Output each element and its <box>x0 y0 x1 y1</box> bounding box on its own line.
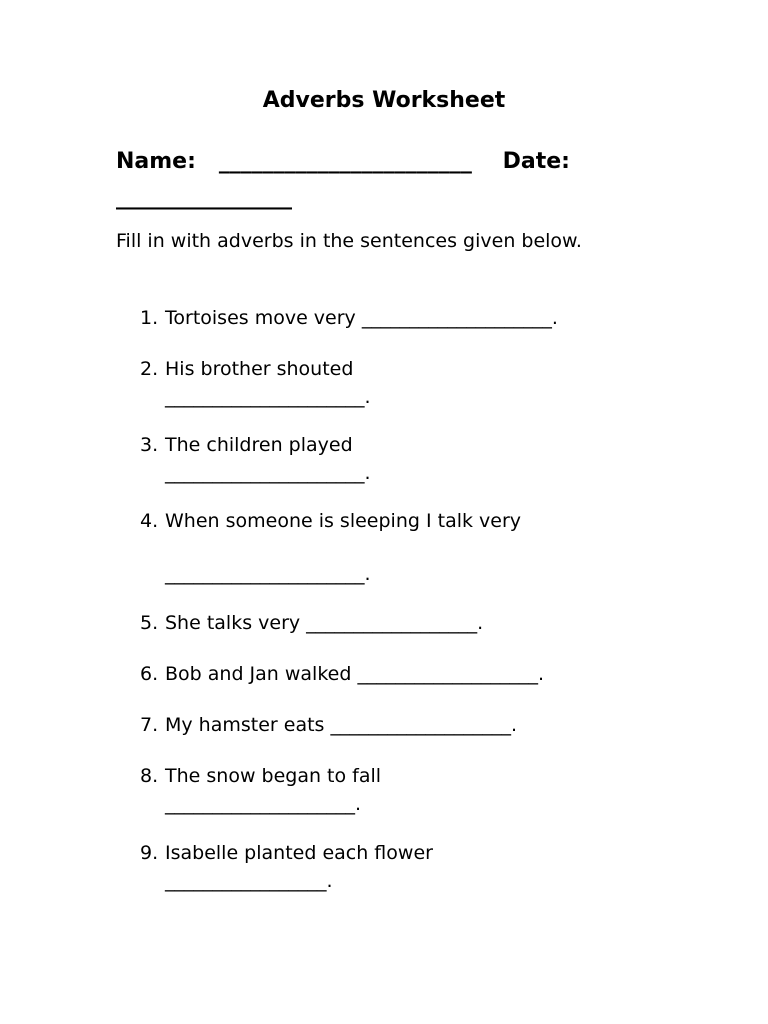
name-label: Name: <box>116 149 196 174</box>
answer-blank: _____________________. <box>165 563 371 585</box>
question-text <box>165 507 645 588</box>
question-line: Tortoises move very ____________________. <box>165 307 558 329</box>
question-number: 9. <box>140 842 159 864</box>
question-line: When someone is sleeping I talk very <box>165 510 522 532</box>
question-text <box>165 304 645 332</box>
question-line: The children played <box>165 434 353 456</box>
question-line: His brother shouted <box>165 358 354 380</box>
answer-blank: ____________________. <box>165 793 362 815</box>
answer-blank: _____________________. <box>165 386 371 408</box>
question-text <box>165 609 645 637</box>
question-number: 7. <box>140 714 159 736</box>
question-line: Bob and Jan walked ___________________. <box>165 663 544 685</box>
question-number: 6. <box>140 663 159 685</box>
question-text <box>165 711 645 739</box>
instructions-text: Fill in with adverbs in the sentences given below. <box>116 230 582 252</box>
question-text <box>165 762 645 818</box>
question-line: The snow began to fall <box>165 765 382 787</box>
worksheet-title: Adverbs Worksheet <box>262 88 506 113</box>
question-number: 4. <box>140 510 159 532</box>
answer-blank: _____________________. <box>165 462 371 484</box>
question-line: Isabelle planted each flower <box>165 842 433 864</box>
question-number: 5. <box>140 612 159 634</box>
question-number: 3. <box>140 434 159 456</box>
question-text <box>165 660 645 688</box>
question-number: 1. <box>140 307 159 329</box>
question-number: 8. <box>140 765 159 787</box>
question-text <box>165 839 645 895</box>
question-line: She talks very __________________. <box>165 612 484 634</box>
question-line: My hamster eats ___________________. <box>165 714 518 736</box>
name-blank: _______________________ <box>218 149 472 174</box>
question-text <box>165 355 645 411</box>
date-label: Date: <box>502 149 570 174</box>
question-text <box>165 431 645 487</box>
date-blank: ________________ <box>116 185 292 210</box>
question-number: 2. <box>140 358 159 380</box>
answer-blank: _________________. <box>165 870 333 892</box>
